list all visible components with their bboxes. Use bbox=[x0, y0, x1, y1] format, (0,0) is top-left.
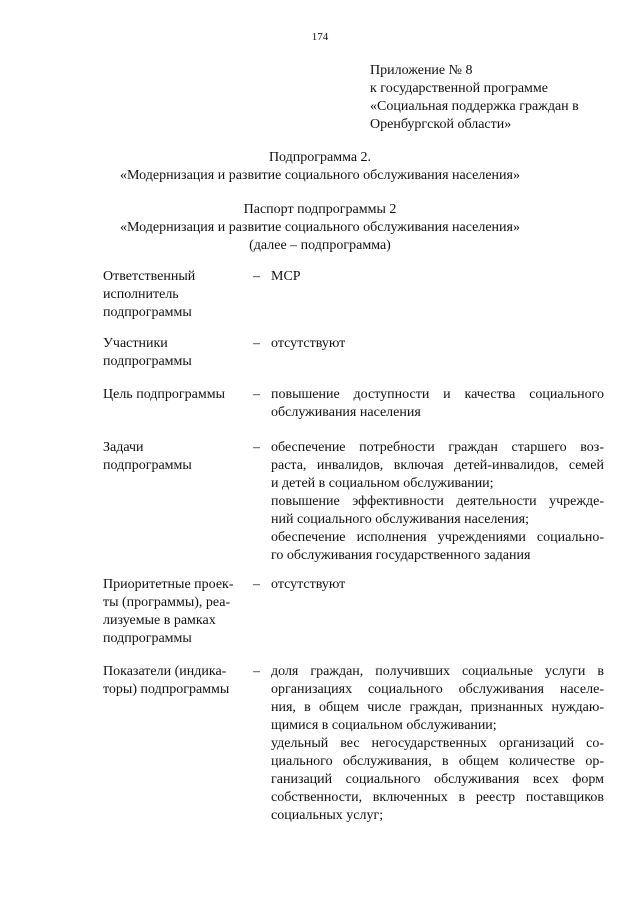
value-line: доля граждан, получивших социальные услуги в bbox=[271, 664, 604, 679]
value-line: социальных услуг; bbox=[271, 808, 384, 823]
row-label bbox=[103, 576, 251, 648]
row-value bbox=[271, 386, 604, 422]
value-line: обеспечение исполнения учреждениями социально- bbox=[271, 530, 604, 545]
value-line: ганизаций социального обслуживания всех форм bbox=[271, 772, 604, 787]
passport-heading-line: (далее – подпрограмма) bbox=[249, 238, 391, 253]
value-line: ния, в общем числе граждан, признанных нуждаю- bbox=[271, 700, 604, 715]
label-line: подпрограммы bbox=[103, 631, 192, 646]
label-line: ты (программы), реа- bbox=[103, 595, 231, 610]
value-line: циального обслуживания, в общем количестве ор- bbox=[271, 754, 604, 769]
label-line: подпрограммы bbox=[103, 354, 192, 369]
row-dash: – bbox=[253, 577, 260, 592]
appendix-line: к государственной программе bbox=[370, 81, 548, 96]
row-label bbox=[103, 663, 251, 699]
row-label bbox=[103, 439, 251, 475]
appendix-line: Приложение № 8 bbox=[370, 63, 473, 78]
value-line: раста, инвалидов, включая детей-инвалидов, семей bbox=[271, 458, 604, 473]
label-line: Задачи bbox=[103, 440, 144, 455]
value-line: отсутствуют bbox=[271, 336, 346, 351]
value-line: повышение доступности и качества социального bbox=[271, 387, 604, 402]
label-line: Цель подпрограммы bbox=[103, 387, 225, 402]
page-number: 174 bbox=[311, 31, 329, 43]
row-label bbox=[103, 268, 251, 322]
subprogram-heading bbox=[0, 149, 640, 185]
value-line: щимися в социальном обслуживании; bbox=[271, 718, 497, 733]
label-line: лизуемые в рамках bbox=[103, 613, 216, 628]
label-line: Участники bbox=[103, 336, 168, 351]
subprogram-heading-line: Подпрограмма 2. bbox=[268, 150, 372, 165]
row-dash: – bbox=[253, 664, 260, 679]
row-value bbox=[271, 439, 604, 565]
value-line: го обслуживания государственного задания bbox=[271, 548, 531, 563]
passport-heading-line: Паспорт подпрограммы 2 bbox=[243, 202, 397, 217]
subprogram-heading-line: «Модернизация и развитие социального обслуживания населения» bbox=[120, 168, 520, 183]
row-dash: – bbox=[253, 387, 260, 402]
row-value bbox=[271, 268, 604, 286]
row-value bbox=[271, 576, 604, 594]
label-line: подпрограммы bbox=[103, 458, 192, 473]
label-line: Показатели (индика- bbox=[103, 664, 227, 679]
row-value bbox=[271, 663, 604, 825]
label-line: Ответственный bbox=[103, 269, 196, 284]
value-line: МСР bbox=[271, 269, 301, 284]
value-line: и детей в социальном обслуживании; bbox=[271, 476, 494, 491]
row-dash: – bbox=[253, 336, 260, 351]
passport-heading bbox=[0, 201, 640, 255]
label-line: Приоритетные проек- bbox=[103, 577, 234, 592]
label-line: торы) подпрограммы bbox=[103, 682, 230, 697]
value-line: повышение эффективности деятельности учрежде- bbox=[271, 494, 604, 509]
label-line: исполнитель bbox=[103, 287, 179, 302]
row-value bbox=[271, 335, 604, 353]
value-line: удельный вес негосударственных организаций со- bbox=[271, 736, 604, 751]
row-dash: – bbox=[253, 440, 260, 455]
passport-heading-line: «Модернизация и развитие социального обслуживания населения» bbox=[120, 220, 520, 235]
value-line: обеспечение потребности граждан старшего воз- bbox=[271, 440, 604, 455]
row-label bbox=[103, 335, 251, 371]
appendix-line: «Социальная поддержка граждан в bbox=[370, 99, 579, 114]
value-line: ний социального обслуживания населения; bbox=[271, 512, 529, 527]
value-line: организациях социального обслуживания населе- bbox=[271, 682, 604, 697]
value-line: отсутствуют bbox=[271, 577, 346, 592]
value-line: собственности, включенных в реестр поставщиков bbox=[271, 790, 604, 805]
appendix-line: Оренбургской области» bbox=[370, 117, 512, 132]
row-dash: – bbox=[253, 269, 260, 284]
appendix-note bbox=[370, 62, 579, 134]
value-line: обслуживания населения bbox=[271, 405, 421, 420]
row-label bbox=[103, 386, 251, 404]
label-line: подпрограммы bbox=[103, 305, 192, 320]
